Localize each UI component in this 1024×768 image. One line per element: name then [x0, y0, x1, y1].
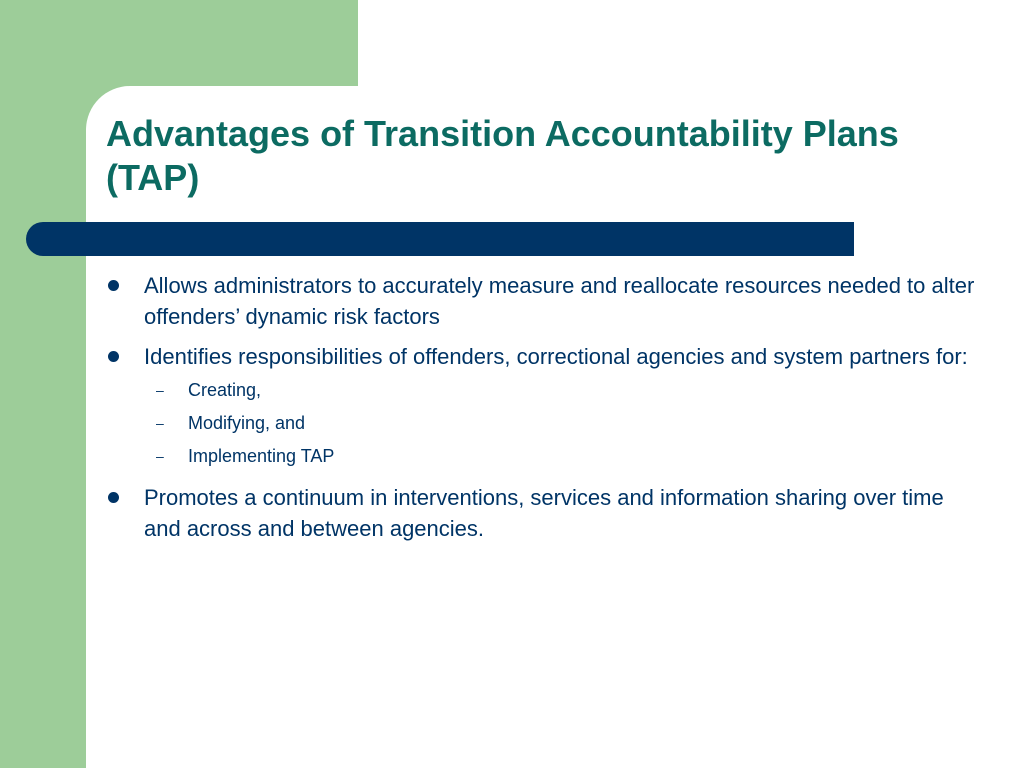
bullet-text: Allows administrators to accurately measure and reallocate resources needed to alter offenders’ dynamic risk factors [144, 273, 975, 329]
bullet-text: Promotes a continuum in interventions, services and information sharing over time and across and between agencies. [144, 485, 944, 541]
bullet-item-continuum [104, 482, 984, 544]
sub-bullet-item [144, 440, 984, 473]
sub-bullet-list [144, 374, 984, 473]
slide-title: Advantages of Transition Accountability Plans (TAP) [106, 113, 899, 198]
bullet-item-responsibilities [104, 341, 984, 473]
sub-bullet-item [144, 374, 984, 407]
sub-bullet-item [144, 407, 984, 440]
bullet-dot-icon [108, 280, 119, 291]
dash-icon: – [156, 415, 164, 431]
bullet-dot-icon [108, 492, 119, 503]
dash-icon: – [156, 448, 164, 464]
sub-bullet-text: Implementing TAP [188, 446, 335, 466]
bullet-text: Identifies responsibilities of offenders, correctional agencies and system partners for: [144, 344, 968, 369]
bullet-list [104, 270, 984, 553]
sub-bullet-text: Modifying, and [188, 413, 306, 433]
dash-icon: – [156, 382, 164, 398]
bullet-item-resources [104, 270, 984, 332]
bullet-dot-icon [108, 351, 119, 362]
title-divider-bar [26, 222, 854, 256]
sub-bullet-text: Creating, [188, 380, 262, 400]
